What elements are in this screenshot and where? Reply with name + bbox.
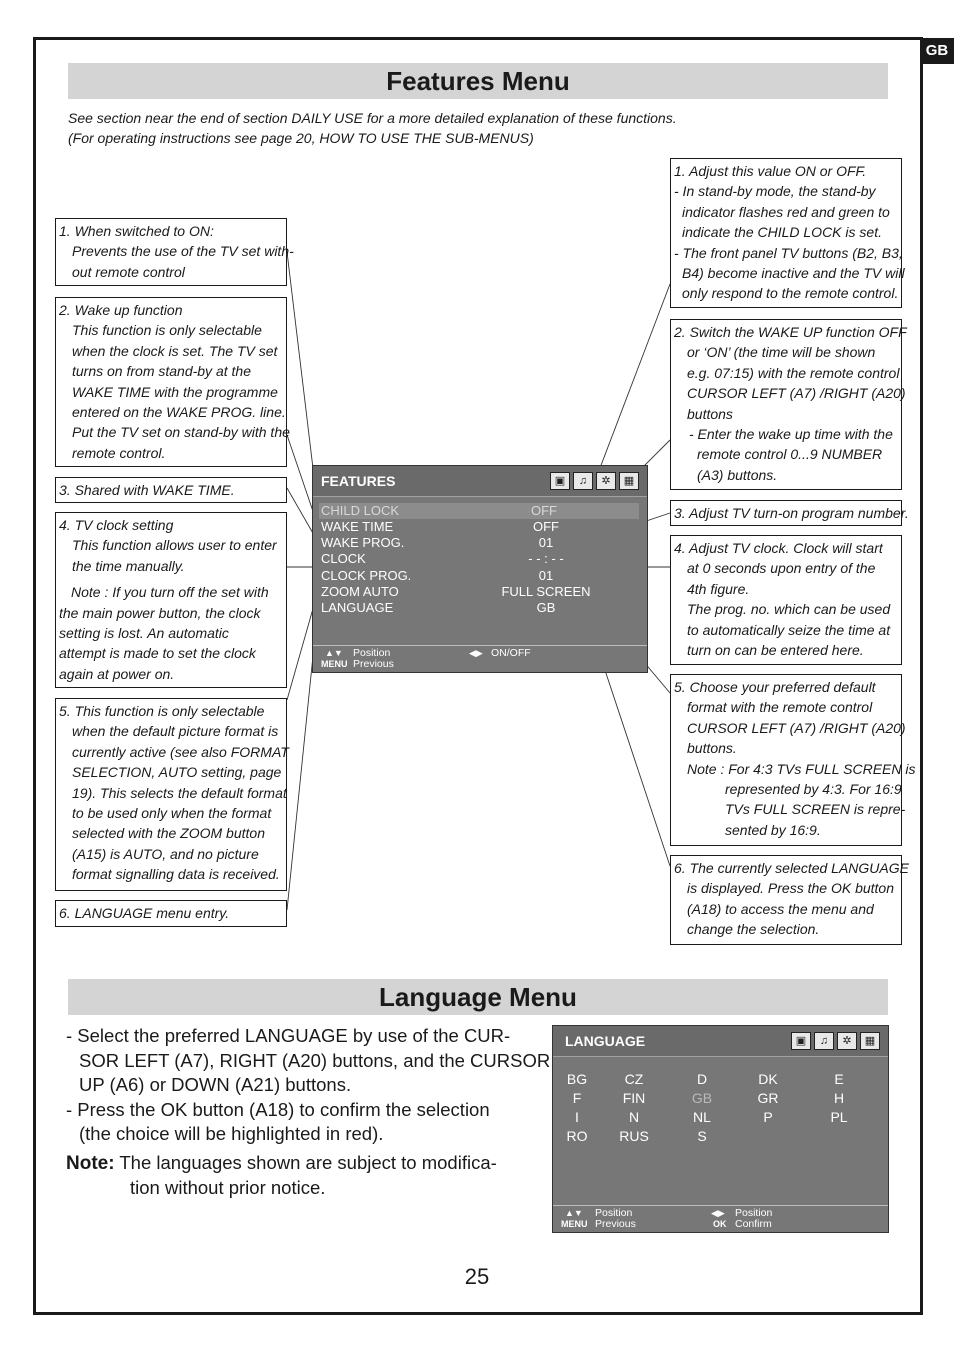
note-line: (A18) to access the menu and <box>687 900 874 917</box>
note-line: 3. Shared with WAKE TIME. <box>59 482 235 498</box>
note-line: is displayed. Press the OK button <box>687 880 894 897</box>
footer-position: Position <box>595 1207 633 1219</box>
note-line: selected with the ZOOM button <box>72 825 265 842</box>
note-line: indicator flashes red and green to <box>682 203 890 220</box>
left-right-arrows-icon: ◀▶ <box>469 648 483 658</box>
instruction-line: (the choice will be highlighted in red). <box>79 1123 384 1144</box>
left-note-5 <box>55 698 287 891</box>
instruction-line: - Select the preferred LANGUAGE by use of the CUR- <box>66 1025 511 1046</box>
features-intro <box>68 108 888 148</box>
osd-header <box>553 1026 888 1057</box>
row-value: FULL SCREEN <box>501 584 591 599</box>
osd-title: FEATURES <box>321 473 396 489</box>
note-line: buttons. <box>687 740 737 757</box>
footer-previous: Previous <box>595 1218 636 1230</box>
settings-gear-icon: ✲ <box>837 1032 857 1050</box>
settings-gear-icon: ✲ <box>596 472 616 490</box>
note-line: 5. This function is only selectable <box>59 703 265 719</box>
osd-footer <box>553 1205 888 1232</box>
sound-icon: ♫ <box>814 1032 834 1050</box>
row-value: - - : - - <box>528 551 564 566</box>
note-line: Prevents the use of the TV set with- <box>72 243 294 260</box>
note-line: currently active (see also FORMAT <box>72 743 289 760</box>
osd-icon-bar <box>791 1032 880 1050</box>
note-line: only respond to the remote control. <box>682 285 899 302</box>
note-line: The prog. no. which can be used <box>687 601 891 618</box>
sound-icon: ♫ <box>573 472 593 490</box>
note-line: or ‘ON’ (the time will be shown <box>687 344 876 361</box>
note-line: at 0 seconds upon entry of the <box>687 560 876 577</box>
left-note-2 <box>55 297 290 467</box>
left-right-arrows-icon: ◀▶ <box>711 1208 725 1218</box>
note-line: remote control 0...9 NUMBER <box>697 446 883 463</box>
note-line: 6. The currently selected LANGUAGE <box>674 860 909 876</box>
instruction-line: UP (A6) or DOWN (A21) buttons. <box>79 1074 352 1095</box>
note-line: out remote control <box>72 263 185 280</box>
note-line: buttons <box>687 405 733 422</box>
row-label: CLOCK PROG. <box>321 568 412 583</box>
note-line: SELECTION, AUTO setting, page <box>72 764 282 781</box>
language-option[interactable]: DK <box>758 1071 778 1087</box>
note-line: change the selection. <box>687 921 820 938</box>
note-line: the time manually. <box>72 557 185 574</box>
note-line: This function allows user to enter <box>72 537 277 554</box>
note-line: indicate the CHILD LOCK is set. <box>682 224 882 241</box>
right-note-5 <box>670 674 916 846</box>
note-line: CURSOR LEFT (A7) /RIGHT (A20) <box>687 719 906 736</box>
note-line: (A15) is AUTO, and no picture <box>72 845 259 862</box>
features-box-icon: ▦ <box>860 1032 880 1050</box>
note-line: 1. When switched to ON: <box>59 223 214 239</box>
right-note-1 <box>670 158 905 308</box>
row-value: GB <box>536 600 556 615</box>
language-option[interactable]: H <box>833 1090 845 1106</box>
note-line: again at power on. <box>59 665 175 682</box>
row-label: LANGUAGE <box>321 600 394 615</box>
note-line: to be used only when the format <box>72 805 272 822</box>
left-note-4 <box>55 512 287 688</box>
right-note-3 <box>670 500 909 526</box>
footer-previous: Previous <box>353 658 394 670</box>
note-text: The languages shown are subject to modifica- <box>119 1151 497 1173</box>
menu-key-label: MENU <box>321 659 348 669</box>
note-line: the main power button, the clock <box>59 604 261 621</box>
language-option[interactable]: FIN <box>622 1090 646 1106</box>
osd-icon-bar <box>550 472 639 490</box>
note-line: 2. Switch the WAKE UP function OFF <box>674 324 907 340</box>
instruction-line: - Press the OK button (A18) to confirm the selection <box>66 1098 490 1120</box>
note-line: Note : If you turn off the set with <box>71 584 269 601</box>
osd-row-zoom-auto[interactable] <box>321 584 639 600</box>
osd-title: LANGUAGE <box>565 1033 646 1049</box>
note-line: 4. TV clock setting <box>59 517 174 533</box>
note-line: 19). This selects the default format <box>72 784 287 801</box>
note-line: - In stand-by mode, the stand-by <box>674 183 876 200</box>
row-label: ZOOM AUTO <box>321 584 399 599</box>
row-label: CLOCK <box>321 551 366 566</box>
note-line: represented by 4:3. For 16:9 <box>725 781 902 798</box>
language-option[interactable]: P <box>763 1109 773 1125</box>
osd-row-child-lock[interactable] <box>319 503 639 519</box>
note-line: - The front panel TV buttons (B2, B3, <box>674 244 903 261</box>
note-line: Put the TV set on stand-by with the <box>72 424 290 441</box>
features-osd-menu <box>312 465 648 673</box>
picture-icon: ▣ <box>791 1032 811 1050</box>
osd-row-language[interactable] <box>321 600 639 616</box>
note-line: to automatically seize the time at <box>687 621 891 638</box>
note-line: WAKE TIME with the programme <box>72 383 278 400</box>
note-line: Note : For 4:3 TVs FULL SCREEN is <box>687 760 916 777</box>
menu-key-label: MENU <box>561 1219 588 1229</box>
osd-header <box>313 466 647 497</box>
language-option[interactable]: I <box>575 1109 579 1125</box>
note-line: sented by 16:9. <box>725 821 821 838</box>
instruction-line: SOR LEFT (A7), RIGHT (A20) buttons, and the CURSOR <box>79 1049 551 1071</box>
note-line: turns on from stand-by at the <box>72 363 251 380</box>
note-line: when the clock is set. The TV set <box>72 342 278 359</box>
footer-onoff: ON/OFF <box>491 647 531 659</box>
up-down-arrows-icon: ▲▼ <box>325 648 343 658</box>
left-note-1 <box>55 218 294 286</box>
up-down-arrows-icon: ▲▼ <box>565 1208 583 1218</box>
right-note-4 <box>670 535 902 665</box>
note-line: This function is only selectable <box>72 322 262 339</box>
language-option[interactable]: S <box>697 1128 707 1144</box>
note-line: setting is lost. An automatic <box>59 625 229 642</box>
note-label: Note: <box>66 1152 115 1174</box>
osd-row-clock[interactable] <box>321 551 639 567</box>
row-label: WAKE TIME <box>321 519 394 534</box>
note-line: TVs FULL SCREEN is repre- <box>725 801 906 818</box>
note-line: turn on can be entered here. <box>687 642 864 659</box>
intro-line: (For operating instructions see page 20, HOW TO USE THE SUB-MENUS) <box>68 130 534 146</box>
right-note-2 <box>670 319 907 490</box>
language-option[interactable]: N <box>628 1109 640 1125</box>
osd-row-wake-prog[interactable] <box>321 535 639 551</box>
language-option[interactable]: F <box>572 1090 582 1106</box>
note-line: 5. Choose your preferred default <box>674 679 876 695</box>
note-line: B4) become inactive and the TV will <box>682 265 905 282</box>
note-line: entered on the WAKE PROG. line. <box>72 404 286 421</box>
right-note-6 <box>670 855 909 945</box>
osd-footer <box>313 645 647 672</box>
left-note-6 <box>55 900 287 927</box>
note-line: format with the remote control <box>687 699 873 716</box>
language-note <box>66 1151 546 1177</box>
row-label: CHILD LOCK <box>321 503 400 518</box>
language-option[interactable]: RUS <box>619 1128 649 1144</box>
note-line: - Enter the wake up time with the <box>689 426 893 443</box>
osd-row-clock-prog[interactable] <box>321 568 639 584</box>
footer-confirm: Confirm <box>735 1218 772 1230</box>
language-option[interactable]: CZ <box>624 1071 644 1087</box>
note-line: 2. Wake up function <box>59 302 183 318</box>
page-number: 25 <box>464 1264 490 1289</box>
note-line: 6. LANGUAGE menu entry. <box>59 905 230 921</box>
row-value: 01 <box>538 568 554 583</box>
note-text-cont: tion without prior notice. <box>130 1177 326 1198</box>
note-line: (A3) buttons. <box>697 466 778 483</box>
note-line: 3. Adjust TV turn-on program number. <box>674 505 909 521</box>
row-value: OFF <box>531 503 557 518</box>
footer-position: Position <box>353 647 391 659</box>
note-line: 1. Adjust this value ON or OFF. <box>674 163 867 179</box>
language-option-selected[interactable]: GB <box>691 1090 713 1106</box>
row-value: 01 <box>538 535 554 550</box>
note-line: 4th figure. <box>687 580 750 597</box>
note-line: attempt is made to set the clock <box>59 645 256 662</box>
language-option[interactable]: RO <box>566 1128 588 1144</box>
note-line: 4. Adjust TV clock. Clock will start <box>674 540 883 556</box>
language-tab-gb: GB <box>920 38 954 64</box>
language-option[interactable]: BG <box>566 1071 588 1087</box>
language-heading: Language Menu <box>68 979 888 1015</box>
features-box-icon: ▦ <box>619 472 639 490</box>
row-label: WAKE PROG. <box>321 535 405 550</box>
language-instructions <box>66 1024 551 1201</box>
note-line: when the default picture format is <box>72 723 279 740</box>
note-line: e.g. 07:15) with the remote control <box>687 364 900 381</box>
note-line: CURSOR LEFT (A7) /RIGHT (A20) <box>687 385 906 402</box>
language-option[interactable]: E <box>834 1071 844 1087</box>
left-note-3 <box>55 477 287 503</box>
features-heading: Features Menu <box>68 63 888 99</box>
language-option[interactable]: NL <box>693 1109 711 1125</box>
row-value: OFF <box>533 519 559 534</box>
intro-line: See section near the end of section DAILY USE for a more detailed explanation of these functions. <box>68 110 677 126</box>
ok-key-label: OK <box>713 1219 727 1229</box>
note-line: remote control. <box>72 444 166 461</box>
language-osd-menu <box>552 1025 889 1233</box>
language-option[interactable]: PL <box>830 1109 848 1125</box>
picture-icon: ▣ <box>550 472 570 490</box>
language-option[interactable]: D <box>696 1071 708 1087</box>
footer-position-lr: Position <box>735 1207 773 1219</box>
language-option[interactable]: GR <box>757 1090 779 1106</box>
note-line: format signalling data is received. <box>72 866 280 883</box>
osd-row-wake-time[interactable] <box>321 519 639 535</box>
